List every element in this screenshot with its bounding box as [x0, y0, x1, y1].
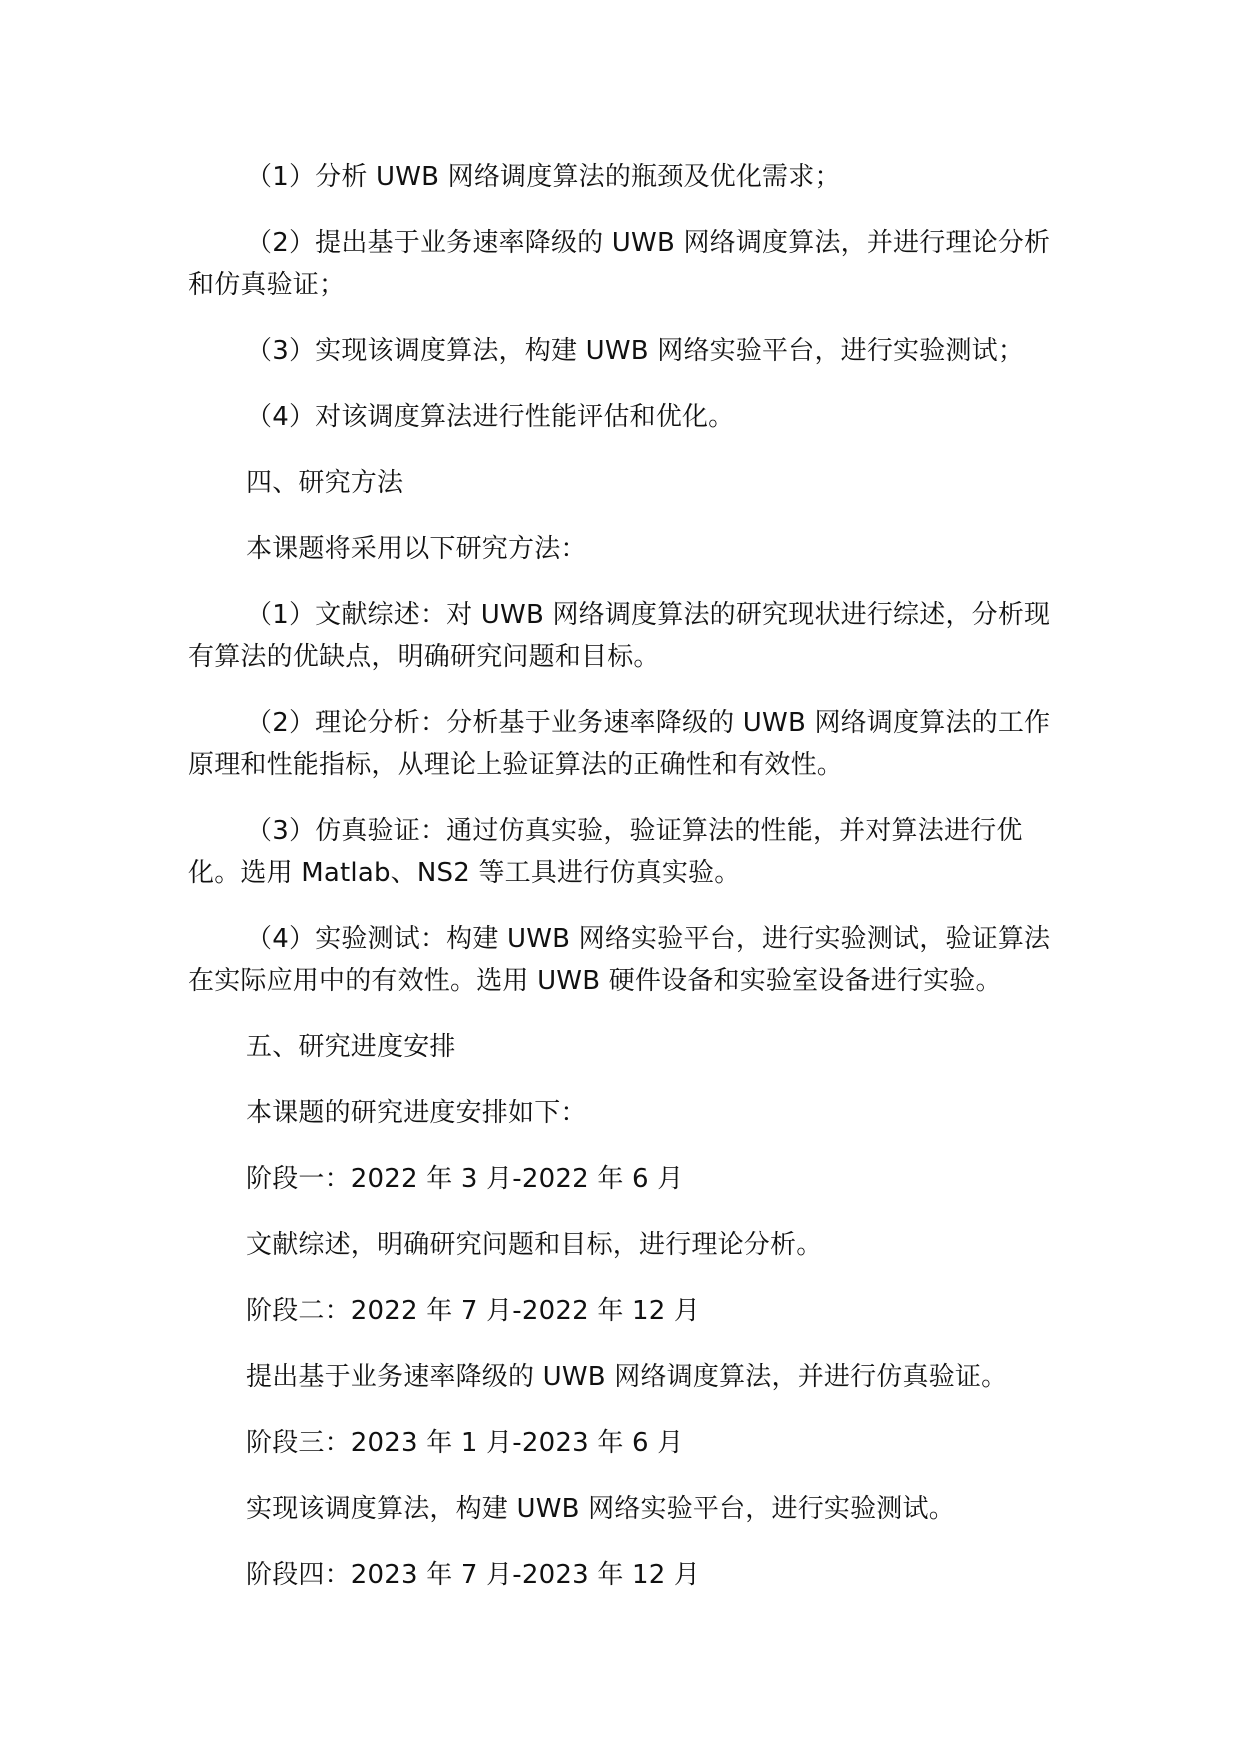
method-item-3: （3）仿真验证：通过仿真实验，验证算法的性能，并对算法进行优化。选用 Matlab、NS2 等工具进行仿真实验。 — [188, 816, 1023, 888]
list-item-4: （4）对该调度算法进行性能评估和优化。 — [246, 402, 735, 432]
method-item-2: （2）理论分析：分析基于业务速率降级的 UWB 网络调度算法的工作原理和性能指标，从理论上验证算法的正确性和有效性。 — [188, 708, 1051, 780]
schedule-intro: 本课题的研究进度安排如下： — [246, 1098, 587, 1128]
section-heading-methods: 四、研究方法 — [246, 468, 404, 498]
stage-2-desc: 提出基于业务速率降级的 UWB 网络调度算法，并进行仿真验证。 — [246, 1362, 1008, 1392]
document-body — [188, 156, 1054, 1596]
stage-2-title: 阶段二：2022 年 7 月-2022 年 12 月 — [246, 1296, 701, 1326]
stage-1-title: 阶段一：2022 年 3 月-2022 年 6 月 — [246, 1164, 684, 1194]
method-item-4: （4）实验测试：构建 UWB 网络实验平台，进行实验测试，验证算法在实际应用中的有效性。选用 UWB 硬件设备和实验室设备进行实验。 — [188, 924, 1051, 996]
stage-3-title: 阶段三：2023 年 1 月-2023 年 6 月 — [246, 1428, 684, 1458]
section-heading-schedule: 五、研究进度安排 — [246, 1032, 456, 1062]
method-item-1: （1）文献综述：对 UWB 网络调度算法的研究现状进行综述，分析现有算法的优缺点，明确研究问题和目标。 — [188, 600, 1051, 672]
stage-3-desc: 实现该调度算法，构建 UWB 网络实验平台，进行实验测试。 — [246, 1494, 955, 1524]
stage-4-title: 阶段四：2023 年 7 月-2023 年 12 月 — [246, 1560, 701, 1590]
list-item-3: （3）实现该调度算法，构建 UWB 网络实验平台，进行实验测试； — [246, 336, 1025, 366]
stage-1-desc: 文献综述，明确研究问题和目标，进行理论分析。 — [246, 1230, 823, 1260]
methods-intro: 本课题将采用以下研究方法： — [246, 534, 587, 564]
list-item-1: （1）分析 UWB 网络调度算法的瓶颈及优化需求； — [246, 162, 841, 192]
list-item-2: （2）提出基于业务速率降级的 UWB 网络调度算法，并进行理论分析和仿真验证； — [188, 228, 1051, 300]
